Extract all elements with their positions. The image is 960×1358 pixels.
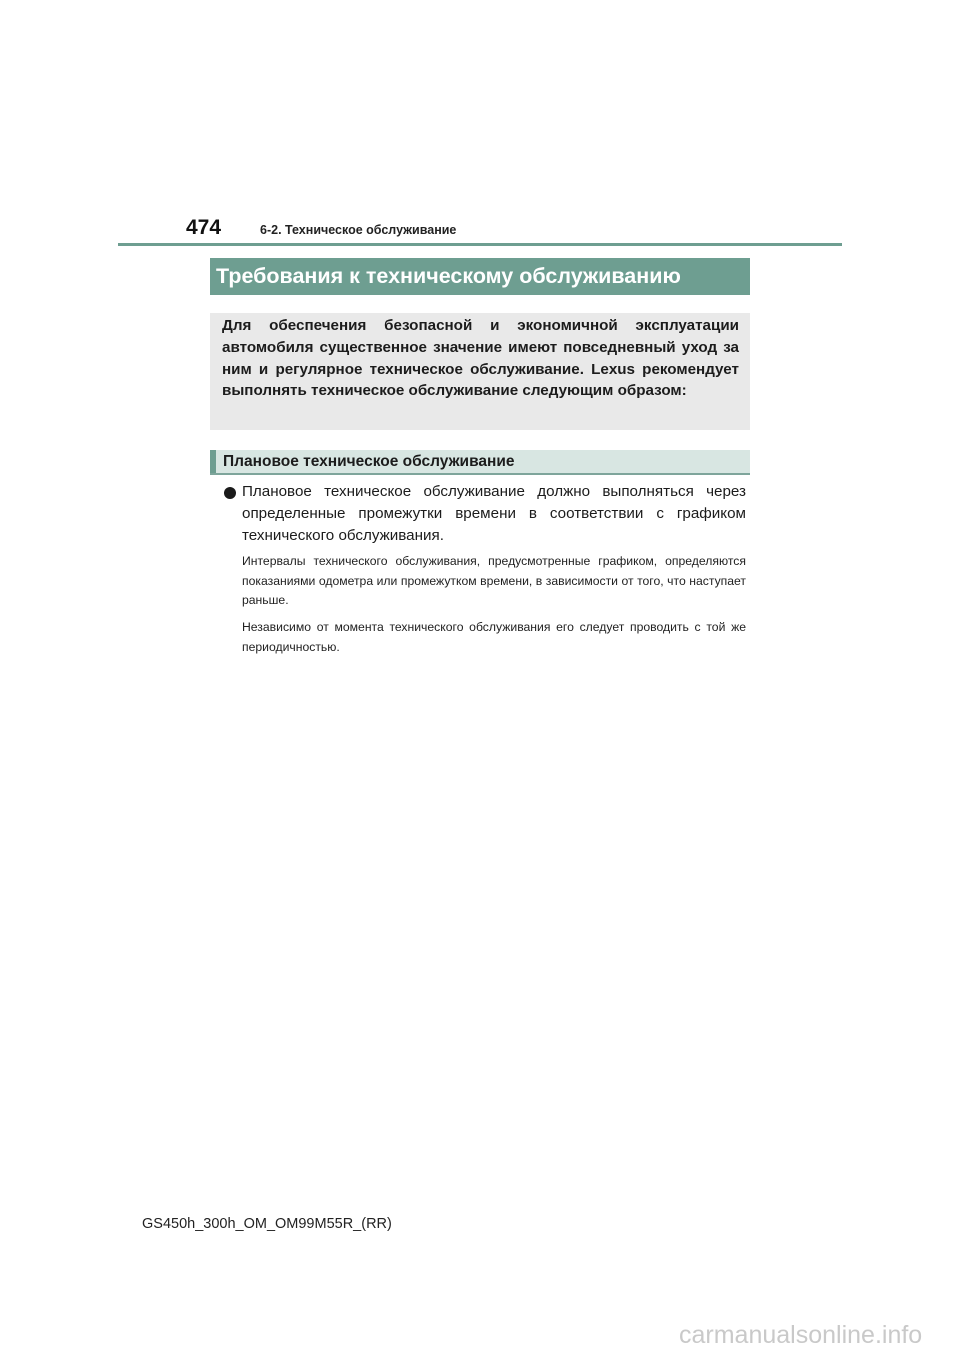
note-paragraph: Независимо от момента технического обслуживания его следует проводить с той же периодичностью. — [242, 620, 746, 654]
section-title-bar — [210, 258, 750, 295]
watermark: carmanualsonline.info — [679, 1321, 923, 1349]
subsection-heading: Плановое техническое обслуживание — [223, 453, 515, 470]
bullet-item — [222, 481, 746, 547]
section-reference: 6-2. Техническое обслуживание — [260, 223, 457, 237]
bullet-dot-icon — [224, 487, 236, 499]
subsection-accent — [210, 450, 216, 473]
intro-text: Для обеспечения безопасной и экономичной эксплуатации автомобиля существенное значение имеют повседневный уход за ним и регулярное техническое обслуживание. Lexus рекомендует выполнять техническое обслуживание следующим образом: — [222, 317, 739, 400]
footer-document-code: GS450h_300h_OM_OM99M55R_(RR) — [142, 1216, 392, 1232]
subsection-heading-bar — [210, 450, 750, 475]
page-title: Требования к техническому обслуживанию — [216, 264, 681, 288]
intro-box — [210, 313, 750, 430]
bullet-text: Плановое техническое обслуживание должно выполняться через определенные промежутки времени в соответствии с графиком технического обслуживания. — [242, 483, 746, 544]
note-paragraph: Интервалы технического обслуживания, предусмотренные графиком, определяются показаниями одометра или промежутком времени, в зависимости от того, что наступает раньше. — [242, 554, 746, 607]
page-number: 474 — [186, 216, 222, 239]
header-divider — [118, 243, 842, 246]
